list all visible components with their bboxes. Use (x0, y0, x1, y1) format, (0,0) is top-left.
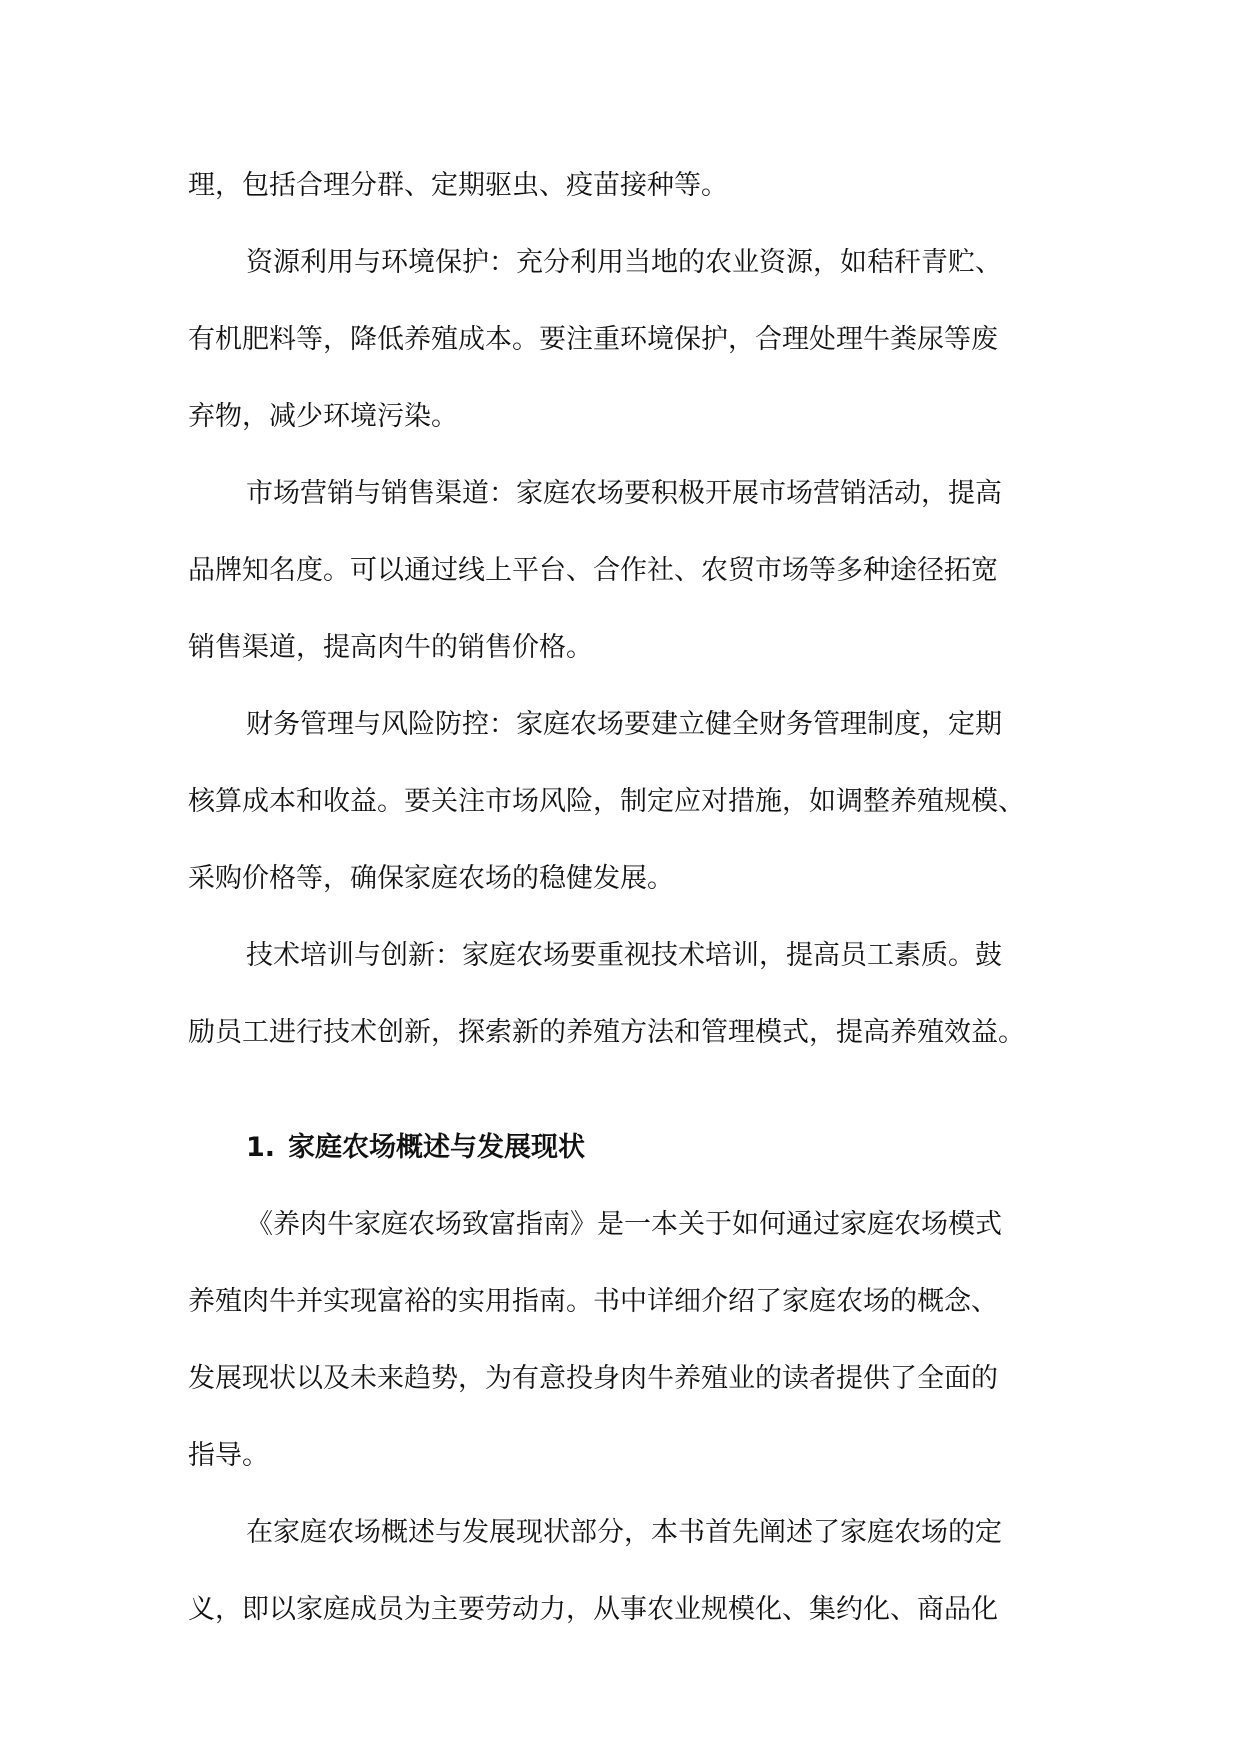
text-line: 弃物，减少环境污染。 (188, 401, 458, 432)
text-line: 发展现状以及未来趋势，为有意投身肉牛养殖业的读者提供了全面的 (188, 1363, 998, 1394)
paragraph-marketing-sales (188, 455, 1053, 686)
text-line: 理，包括合理分群、定期驱虫、疫苗接种等。 (188, 170, 728, 201)
paragraph-continuation (188, 147, 1053, 224)
paragraph-book-intro (188, 1186, 1053, 1494)
section-heading (188, 1109, 1053, 1186)
section-title: 家庭农场概述与发展现状 (288, 1132, 585, 1163)
text-line: 采购价格等，确保家庭农场的稳健发展。 (188, 863, 674, 894)
text-line: 市场营销与销售渠道：家庭农场要积极开展市场营销活动，提高 (246, 478, 1002, 509)
text-line: 财务管理与风险防控：家庭农场要建立健全财务管理制度，定期 (246, 709, 1002, 740)
section-number: 1. (246, 1132, 276, 1163)
text-line: 技术培训与创新：家庭农场要重视技术培训，提高员工素质。鼓 (246, 940, 1002, 971)
text-line: 品牌知名度。可以通过线上平台、合作社、农贸市场等多种途径拓宽 (188, 555, 998, 586)
text-line: 《养肉牛家庭农场致富指南》是一本关于如何通过家庭农场模式 (246, 1209, 1002, 1240)
text-line: 资源利用与环境保护：充分利用当地的农业资源，如秸秆青贮、 (246, 247, 1002, 278)
paragraph-finance-risk (188, 686, 1053, 917)
text-line: 有机肥料等，降低养殖成本。要注重环境保护，合理处理牛粪尿等废 (188, 324, 998, 355)
text-line: 在家庭农场概述与发展现状部分，本书首先阐述了家庭农场的定 (246, 1517, 1002, 1548)
text-line: 义，即以家庭成员为主要劳动力，从事农业规模化、集约化、商品化 (188, 1594, 998, 1625)
document-body (188, 147, 1053, 1648)
text-line: 销售渠道，提高肉牛的销售价格。 (188, 632, 593, 663)
text-line: 励员工进行技术创新，探索新的养殖方法和管理模式，提高养殖效益。 (188, 1017, 1025, 1048)
paragraph-farm-definition (188, 1494, 1053, 1648)
paragraph-resource-environment (188, 224, 1053, 455)
text-line: 指导。 (188, 1440, 269, 1471)
paragraph-training-innovation (188, 917, 1053, 1071)
text-line: 核算成本和收益。要关注市场风险，制定应对措施，如调整养殖规模、 (188, 786, 1025, 817)
text-line: 养殖肉牛并实现富裕的实用指南。书中详细介绍了家庭农场的概念、 (188, 1286, 998, 1317)
